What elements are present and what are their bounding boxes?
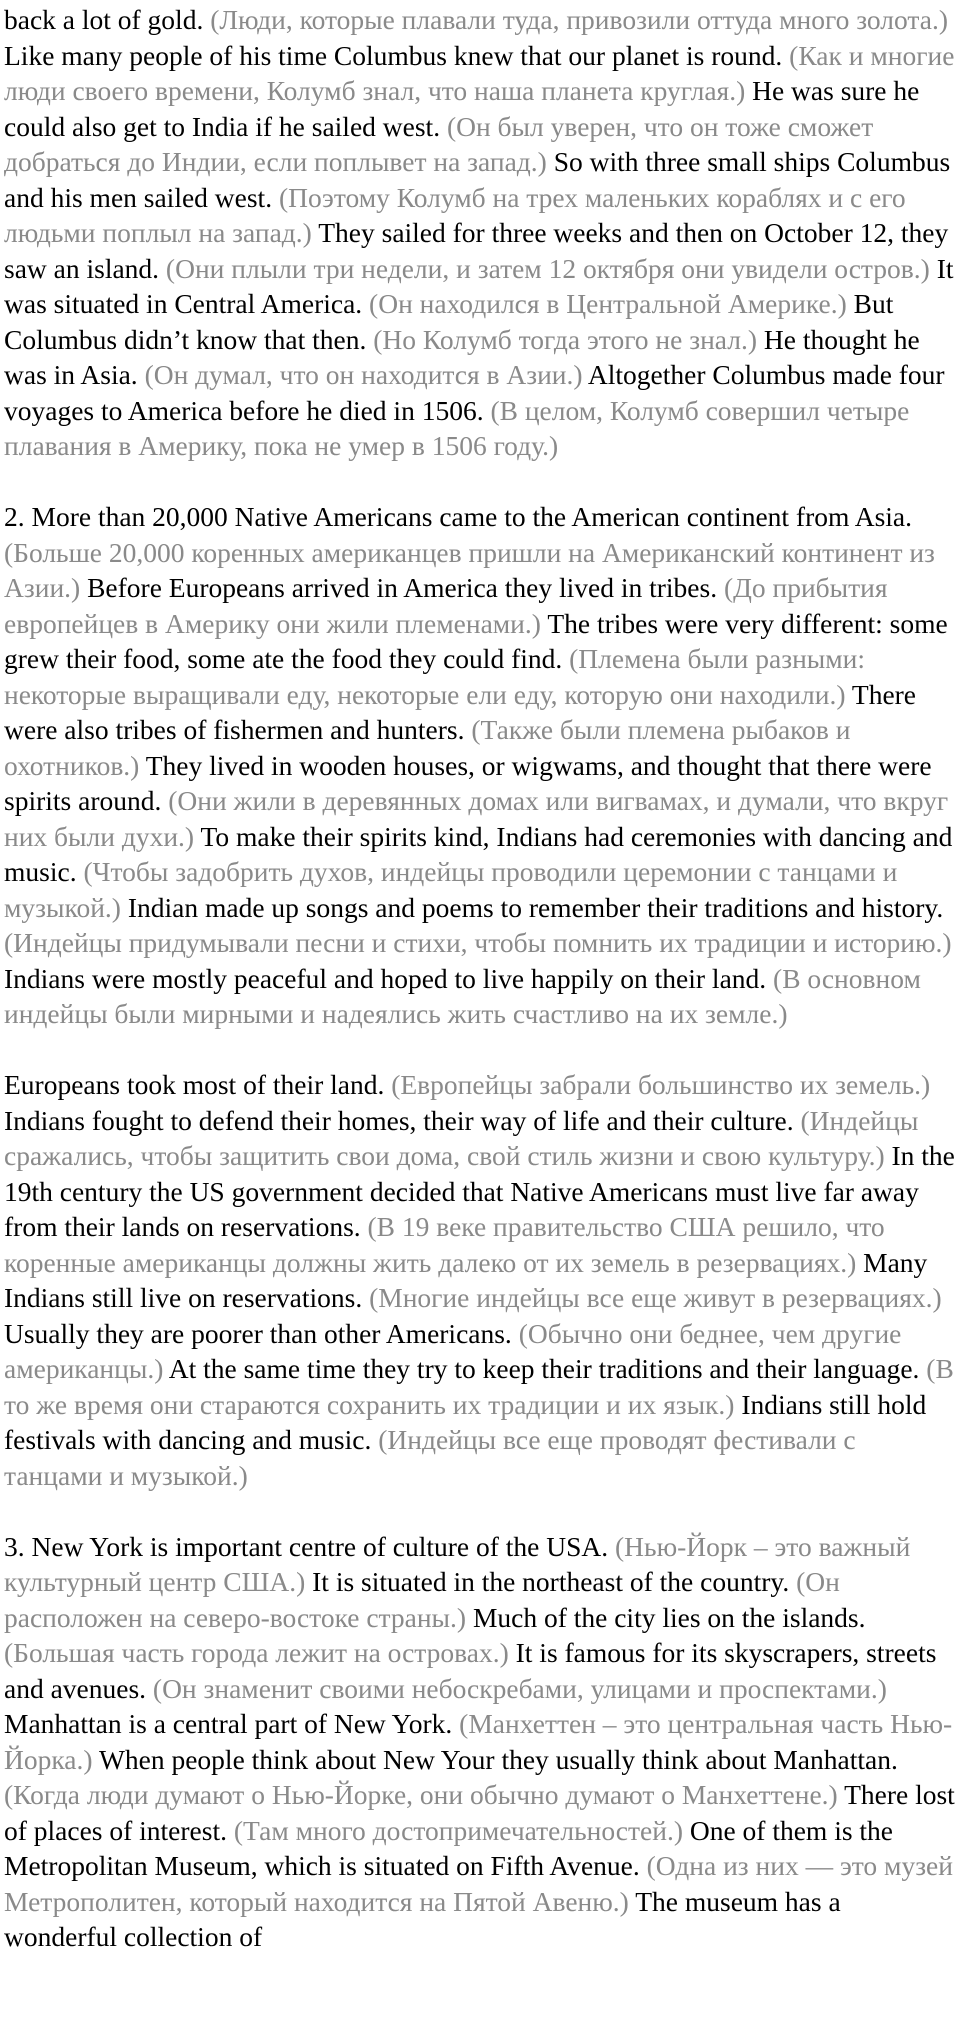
paragraph-native-americans xyxy=(4,499,956,1032)
russian-translation: (В 19 веке правительство США решило, что коренные американцы должны жить далеко от их земель в резервациях.) xyxy=(4,1211,885,1278)
russian-translation: (Больше 20,000 коренных американцев пришли на Американский континент из Азии.) xyxy=(4,536,935,603)
english-sentence: They lived in wooden houses, or wigwams, and thought that there were spirits around. xyxy=(4,749,932,816)
russian-translation: (В целом, Колумб совершил четыре плавания в Америку, пока не умер в 1506 году.) xyxy=(4,394,910,461)
russian-translation: (Племена были разными: некоторые выращивали еду, некоторые ели еду, которую они находили.) xyxy=(4,643,866,710)
russian-translation: (Он находился в Центральной Америке.) xyxy=(369,288,847,319)
english-sentence: He was sure he could also get to India if he sailed west. xyxy=(4,75,920,142)
russian-translation: (Там много достопримечательностей.) xyxy=(233,1814,683,1846)
english-sentence: To make their spirits kind, Indians had ceremonies with dancing and music. xyxy=(4,820,953,887)
english-sentence: Europeans took most of their land. xyxy=(4,1069,385,1100)
english-sentence: Many Indians still live on reservations. xyxy=(4,1246,928,1313)
english-sentence: back a lot of gold. xyxy=(4,4,204,35)
russian-translation: (Европейцы забрали большинство их земель.) xyxy=(391,1069,931,1100)
russian-translation: (Большая часть города лежит на островах.) xyxy=(4,1637,509,1668)
russian-translation: (Он был уверен, что он тоже сможет добраться до Индии, если поплывет на запад.) xyxy=(4,110,874,177)
russian-translation: (Нью-Йорк – это важный культурный центр США.) xyxy=(4,1530,911,1597)
russian-translation: (В то же время они стараются сохранить их традиции и их язык.) xyxy=(4,1353,954,1420)
english-sentence: Like many people of his time Columbus knew that our planet is round. xyxy=(4,39,783,71)
english-sentence: At the same time they try to keep their traditions and their language. xyxy=(168,1353,920,1384)
russian-translation: (Но Колумб тогда этого не знал.) xyxy=(373,323,757,355)
english-sentence: 3. New York is important centre of culture of the USA. xyxy=(4,1530,609,1562)
russian-translation: (Как и многие люди своего времени, Колумб знал, что наша планета круглая.) xyxy=(4,39,955,106)
russian-translation: (В основном индейцы были мирными и надеялись жить счастливо на их земле.) xyxy=(4,962,921,1029)
russian-translation: (Люди, которые плавали туда, привозили оттуда много золота.) xyxy=(210,4,948,35)
english-sentence: Usually they are poorer than other Americans. xyxy=(4,1317,512,1349)
russian-translation: (Они жили в деревянных домах или вигвамах, и думали, что вкруг них были духи.) xyxy=(4,785,949,852)
english-sentence: It is situated in the northeast of the country. xyxy=(312,1566,790,1597)
english-sentence: Before Europeans arrived in America they lived in tribes. xyxy=(87,572,718,603)
russian-translation: (Одна из них — это музей Метрополитен, который находится на Пятой Авеню.) xyxy=(4,1850,953,1917)
russian-translation: (Индейцы придумывали песни и стихи, чтобы помнить их традиции и историю.) xyxy=(4,927,952,958)
russian-translation: (Он думал, что он находится в Азии.) xyxy=(144,359,583,390)
english-sentence: Much of the city lies on the islands. xyxy=(472,1601,866,1633)
english-sentence: The tribes were very different: some grew their food, some ate the food they could find. xyxy=(4,607,948,674)
russian-translation: (Чтобы задобрить духов, индейцы проводили церемонии с танцами и музыкой.) xyxy=(4,856,898,923)
english-sentence: There were also tribes of fishermen and hunters. xyxy=(4,678,917,745)
english-sentence: Indians were mostly peaceful and hoped to live happily on their land. xyxy=(4,962,767,994)
english-sentence: Manhattan is a central part of New York. xyxy=(4,1708,453,1739)
paragraph-columbus xyxy=(4,2,956,464)
russian-translation: (Индейцы все еще проводят фестивали с танцами и музыкой.) xyxy=(4,1424,856,1491)
paragraph-reservations xyxy=(4,1067,956,1493)
russian-translation: (Индейцы сражались, чтобы защитить свои дома, свой стиль жизни и свою культуру.) xyxy=(4,1104,919,1171)
english-sentence: It is famous for its skyscrapers, streets and avenues. xyxy=(4,1637,937,1704)
russian-translation: (Они плыли три недели, и затем 12 октября они увидели остров.) xyxy=(165,252,930,284)
english-sentence: Indians still hold festivals with dancing and music. xyxy=(4,1388,927,1455)
russian-translation: (Манхеттен – это центральная часть Нью-Йорка.) xyxy=(4,1708,953,1775)
russian-translation: (Он расположен на северо-востоке страны.) xyxy=(4,1566,840,1633)
russian-translation: (Он знаменит своими небоскребами, улицами и проспектами.) xyxy=(152,1672,887,1704)
english-sentence: There lost of places of interest. xyxy=(4,1779,955,1846)
english-sentence: But Columbus didn’t know that then. xyxy=(4,288,894,355)
english-sentence: One of them is the Metropolitan Museum, which is situated on Fifth Avenue. xyxy=(4,1814,894,1881)
english-sentence: So with three small ships Columbus and his men sailed west. xyxy=(4,146,951,213)
russian-translation: (До прибытия европейцев в Америку они жили племенами.) xyxy=(4,572,888,639)
russian-translation: (Также были племена рыбаков и охотников.) xyxy=(4,714,851,781)
english-sentence: They sailed for three weeks and then on October 12, they saw an island. xyxy=(4,217,949,284)
russian-translation: (Поэтому Колумб на трех маленьких кораблях и с его людьми поплыл на запад.) xyxy=(4,181,906,248)
english-sentence: It was situated in Central America. xyxy=(4,252,954,319)
english-sentence: Indian made up songs and poems to remember their traditions and history. xyxy=(127,891,944,923)
russian-translation: (Когда люди думают о Нью-Йорке, они обычно думают о Манхеттене.) xyxy=(4,1779,838,1810)
english-sentence: Altogether Columbus made four voyages to America before he died in 1506. xyxy=(4,359,945,426)
english-sentence: When people think about New Your they usually think about Manhattan. xyxy=(98,1743,898,1775)
english-sentence: The museum has a wonderful collection of xyxy=(4,1885,841,1952)
english-sentence: 2. More than 20,000 Native Americans came to the American continent from Asia. xyxy=(4,501,913,532)
english-sentence: In the 19th century the US government decided that Native Americans must live far away from their lands on reservations. xyxy=(4,1140,955,1242)
english-sentence: He thought he was in Asia. xyxy=(4,323,920,390)
english-sentence: Indians fought to defend their homes, their way of life and their culture. xyxy=(4,1104,794,1136)
russian-translation: (Обычно они беднее, чем другие американцы.) xyxy=(4,1317,902,1384)
russian-translation: (Многие индейцы все еще живут в резервациях.) xyxy=(369,1282,942,1313)
paragraph-new-york xyxy=(4,1529,956,1955)
